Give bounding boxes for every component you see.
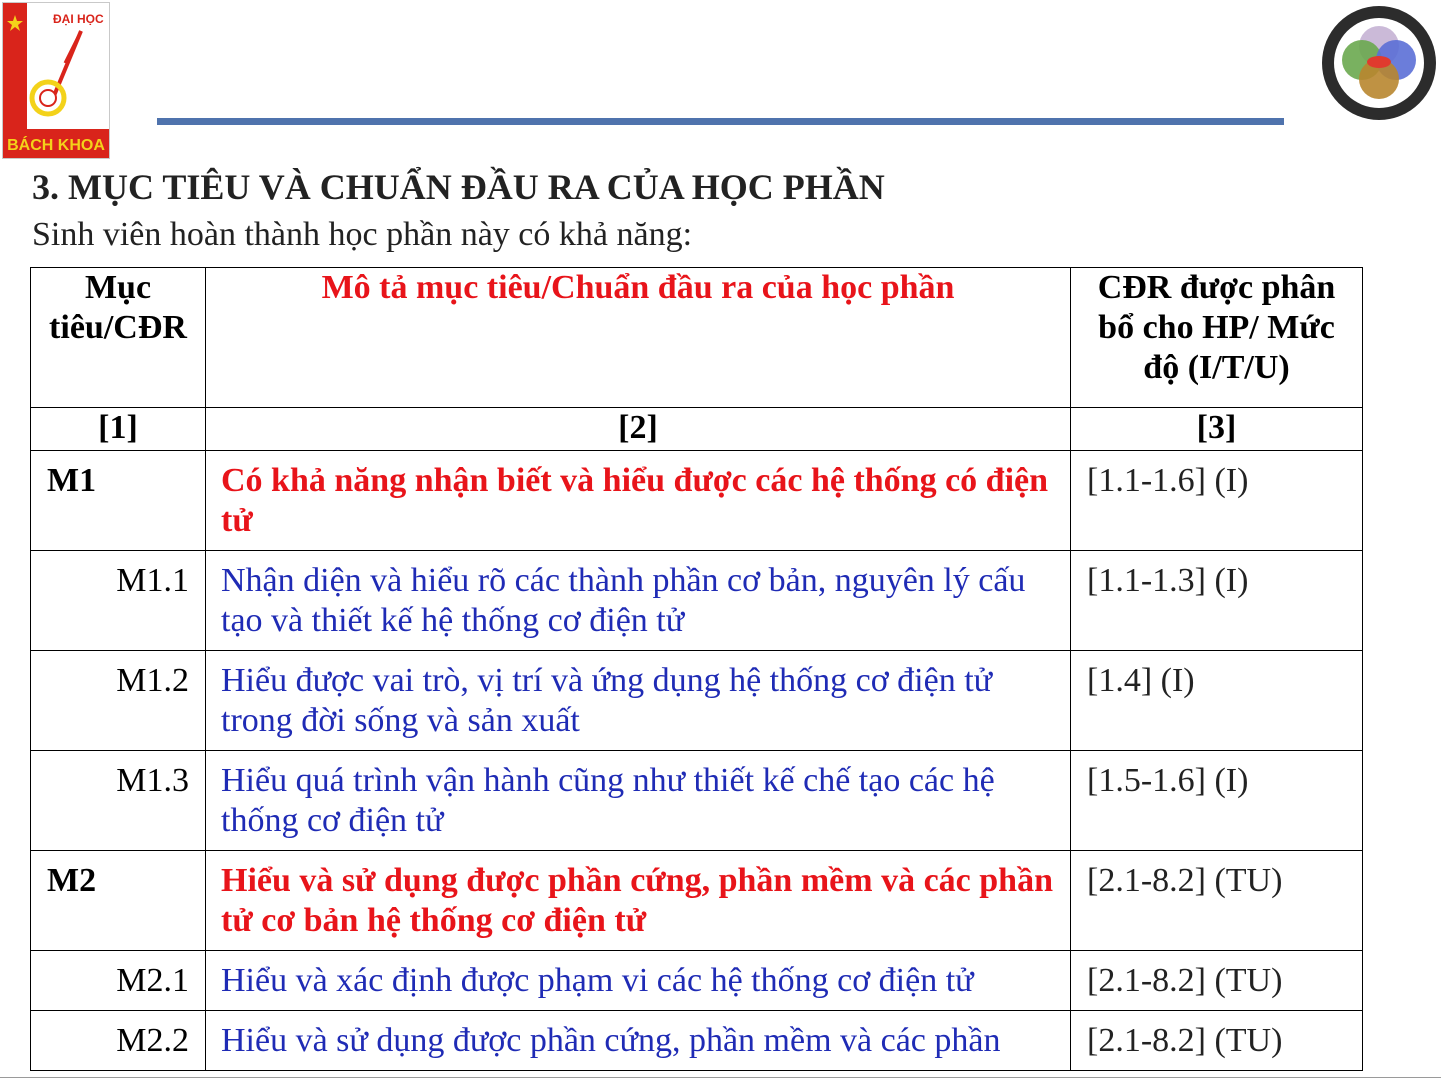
table-row <box>31 551 1363 651</box>
section-subtitle: Sinh viên hoàn thành học phần này có khả năng: <box>32 216 693 253</box>
objective-code: M1 <box>31 451 206 551</box>
mechatronics-logo <box>1320 4 1438 122</box>
objective-code: M2 <box>31 851 206 951</box>
header-objective: Mục tiêu/CĐR <box>31 268 206 408</box>
index-cell: [3] <box>1071 408 1363 451</box>
footer-rule <box>0 1077 1441 1078</box>
objective-description: Nhận diện và hiểu rõ các thành phần cơ bản, nguyên lý cấu tạo và thiết kế hệ thống cơ điện tử <box>206 551 1071 651</box>
objective-description: Có khả năng nhận biết và hiểu được các hệ thống có điện tử <box>206 451 1071 551</box>
table-header-row <box>31 268 1363 408</box>
header-description: Mô tả mục tiêu/Chuẩn đầu ra của học phần <box>206 268 1071 408</box>
objective-code: M2.2 <box>31 1011 206 1071</box>
table-row <box>31 451 1363 551</box>
table-index-row <box>31 408 1363 451</box>
table-row <box>31 1011 1363 1071</box>
objective-description: Hiểu và sử dụng được phần cứng, phần mềm và các phần tử cơ bản hệ thống cơ điện tử <box>206 851 1071 951</box>
header-rule <box>157 118 1284 125</box>
objective-code: M1.3 <box>31 751 206 851</box>
objective-description: Hiểu được vai trò, vị trí và ứng dụng hệ thống cơ điện tử trong đời sống và sản xuất <box>206 651 1071 751</box>
objective-level: [1.1-1.6] (I) <box>1071 451 1363 551</box>
objective-level: [1.5-1.6] (I) <box>1071 751 1363 851</box>
objective-description: Hiểu và xác định được phạm vi các hệ thống cơ điện tử <box>206 951 1071 1011</box>
objective-code: M1.1 <box>31 551 206 651</box>
objective-description: Hiểu quá trình vận hành cũng như thiết kế chế tạo các hệ thống cơ điện tử <box>206 751 1071 851</box>
mechatronics-diagram-icon <box>1320 4 1438 122</box>
table-row <box>31 751 1363 851</box>
objective-level: [1.1-1.3] (I) <box>1071 551 1363 651</box>
objective-level: [2.1-8.2] (TU) <box>1071 951 1363 1011</box>
header-allocation: CĐR được phân bổ cho HP/ Mức độ (I/T/U) <box>1071 268 1363 408</box>
index-cell: [2] <box>206 408 1071 451</box>
objective-description: Hiểu và sử dụng được phần cứng, phần mềm và các phần <box>206 1011 1071 1071</box>
logo-bottom-text: BÁCH KHOA <box>7 137 105 154</box>
objective-code: M1.2 <box>31 651 206 751</box>
objective-code: M2.1 <box>31 951 206 1011</box>
table-row <box>31 851 1363 951</box>
university-logo <box>2 2 110 159</box>
learning-outcomes-table <box>30 267 1363 1071</box>
index-cell: [1] <box>31 408 206 451</box>
objective-level: [2.1-8.2] (TU) <box>1071 1011 1363 1071</box>
section-title: 3. MỤC TIÊU VÀ CHUẨN ĐẦU RA CỦA HỌC PHẦN <box>32 167 885 207</box>
objective-level: [2.1-8.2] (TU) <box>1071 851 1363 951</box>
table-row <box>31 651 1363 751</box>
objective-level: [1.4] (I) <box>1071 651 1363 751</box>
table-row <box>31 951 1363 1011</box>
logo-top-text: ĐẠI HỌC <box>53 12 104 26</box>
bach-khoa-logo-icon <box>3 3 109 158</box>
